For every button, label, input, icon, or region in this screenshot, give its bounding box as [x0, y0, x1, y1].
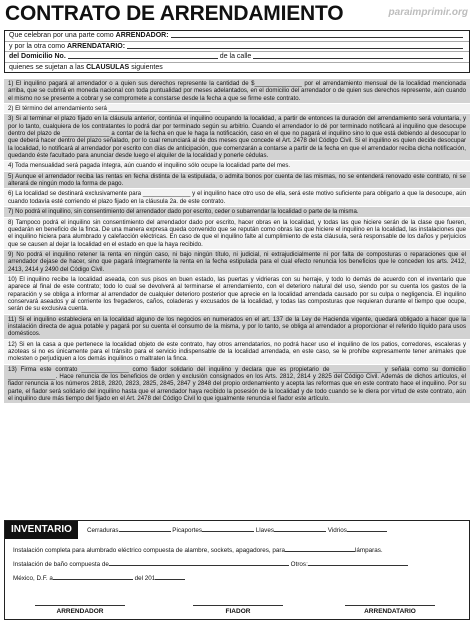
inventory-items-row	[87, 526, 387, 534]
clause-10: 10) El inquilino recibe la localidad aseada, con sus pisos en buen estado, las puertas y vidrieras con su herraje, y todo lo demás de acuerdo con el inventario que aparece al final de este contrato; todo lo cual se devolverá al terminarse el arrendamiento, con el deterioro natural del uso, siendo por su cuenta los gastos de la reparación y se obliga a informar al arrendador de cualquier deterioro posterior que aprecie en la localidad arrendada causado por su culpa o negligencia. El inquilino conservará aseados y al corriente los fregaderos, caños, coladeras y excusados de la localidad, y todas las composturas que requieran durante el tiempo que ocupe, serán de su exclusiva cuenta.	[4, 275, 470, 314]
clause-12: 12) Si en la casa a que pertenece la localidad objeto de este contrato, hay otros arrendatarios, no podrá hacer uso el inquilino de los patios, corredores, escaleras y azoteas si no es únicamente para el tránsito para el servicio indispensable de la localidad arrendada, en este caso, se le prohíbe expresamente tener animales que molesten o perjudiquen a los demás inquilinos o maltraten la finca.	[4, 340, 470, 364]
clause-5: 5) Aunque el arrendador reciba las rentas en fecha distinta de la estipulada, o admita bonos por cuenta de las mismas, no se entenderá renovado este contrato, ni se alterará de ningún modo la forma de pago.	[4, 172, 470, 189]
inventory-item: Cerraduras	[87, 527, 119, 534]
lamparas-label: lámparas.	[354, 547, 383, 554]
otros-field[interactable]	[308, 560, 408, 566]
clause-2: 2) El término del arrendamiento será ______________________________	[4, 104, 470, 113]
arrendador-field[interactable]	[171, 31, 463, 38]
arrendador-label: ARRENDADOR:	[115, 32, 169, 39]
clause-3: 3) Si al terminar el plazo fijado en la cláusula anterior, continúa el inquilino ocupando la localidad, a partir de entonces la duración del arrendamiento será voluntaria, y por lo tanto, cualquiera de los contratantes lo podrá dar por terminado según su arbitrio. Cuando el arrendador lo dé por terminado notificará al inquilino que desocupe dentro del plazo de ______________ a contar de la fecha en que le haga la notificación, caso en el que no pagará el inquilino sino lo que está debiendo al desocupar lo que deberá hacer dentro del plazo señalado, por lo cual renunciará al de dos meses que concede el Art. 2478 del Código Civil. Si el inquilino es quien decide desocupar la localidad, lo notificará al arrendador por escrito con días de anticipación, que comenzarán a contarse a partir de la fecha en que el arrendador reciba dicha notificación, quedando éste facultado para anunciar desde luego el alquiler de la localidad y ponerle cédulas.	[4, 114, 470, 160]
picaportes-field[interactable]	[202, 526, 254, 532]
vidrios-field[interactable]	[347, 526, 387, 532]
header-row-domicilio	[5, 52, 469, 63]
header-row-arrendatario	[5, 42, 469, 53]
clause-11: 11) Si el inquilino estableciera en la localidad alguno de los negocios en numerados en el art. 137 de la Ley de Hacienda vigente, quedará obligado a hacer que la instalación directa de agua potable y pagará por su cuenta el consumo de la misma, y por lo tanto, se obliga al arrendador a proporcionar el referido líquido para usos domésticos.	[4, 315, 470, 339]
clausulas-label: CLAUSULAS	[86, 63, 130, 71]
clause-6: 6) La localidad se destinará exclusivamente para ______________ y el inquilino hace otro uso de ella, será este motivo suficiente para obligarlo a que la desocupe, aún cuando todavía esté corriendo el plazo fijado en la cláusula 2a. de este contrato.	[4, 189, 470, 206]
domicilio-field[interactable]	[68, 52, 218, 59]
date-row	[13, 574, 185, 582]
inventory-item: Vidrios	[327, 527, 347, 534]
page-title: CONTRATO DE ARRENDAMIENTO	[5, 2, 344, 25]
signature-arrendador[interactable]: ARRENDADOR	[35, 605, 125, 615]
clause-13: 13) Firma este contrato ______________ como fiador solidario del inquilino y declara que es propietario de ______________ y señala como su domicilio ______________. Hace renuncia de los beneficios de orden y exclusión consignados en los Arts. 2812, 2814 y 2825 del Código Civil. Además de dichos artículos, el fiador renuncia a los números 2818, 2820, 2823, 2825, 2845, 2847 y 2848 del propio ordenamiento y acepta las reformas que en este contrato hace el inquilino. Por su parte, el fiador será solidario del inquilino hasta que el arrendador haya recibido la posesión de la localidad y de todo cuando se le diera por virtud de este contrato, aún el inquilino dure más tiempo del fijado en el Art. 2478 del Código Civil lo que igualmente renuncia el fiador este artículo.	[4, 365, 470, 404]
header-text: quienes se sujetan a las	[9, 63, 85, 71]
install-bath-text: Instalación de baño compuesta de	[13, 561, 109, 568]
signature-fiador[interactable]: FIADOR	[193, 605, 283, 615]
clauses-list	[4, 79, 470, 404]
install-bath-row	[13, 560, 408, 568]
header-text: y por la otra como	[9, 42, 66, 50]
header-row-arrendador	[5, 31, 469, 42]
header-text: Que celebran por una parte como	[9, 32, 114, 39]
llaves-field[interactable]	[274, 526, 326, 532]
arrendatario-label: ARRENDATARIO:	[66, 42, 126, 50]
clause-9: 9) No podrá el inquilino retener la renta en ningún caso, ni bajo ningún título, ni judicial, ni extrajudicialmente ni por falta de composturas o reparaciones que el arrendador dejase de hacer, sino que pagará íntegramente la renta en la fecha estipulada para el cual efecto renuncia los beneficios que le conceden los arts. 2412, 2413, 2414 y 2490 del Código Civil.	[4, 250, 470, 274]
cerraduras-field[interactable]	[119, 526, 171, 532]
clause-8: 8) Tampoco podrá el inquilino sin consentimiento del arrendador dado por escrito, hacer obras en la localidad, y todas las que hiciere serán de la clase que fueren, quedarán en beneficio de la finca. De una manera expresa queda convenido que se repután como obras las que hiciere el inquilino en la localidad, las instalaciones que el inquilino hiciera para alumbrado y calefacción eléctricas. En caso de que el inquilino falte al cumplimiento de esta cláusula, será responsable de los daños y perjuicios que se causen al dejar la localidad en el estado en que la haya recibido.	[4, 218, 470, 249]
clause-4: 4) Toda mensualidad será pagada íntegra, aún cuando el inquilino sólo ocupe la localidad parte del mes.	[4, 161, 470, 170]
install-electric-row	[13, 546, 383, 554]
header-text: siguientes	[131, 63, 163, 71]
domicilio-label: del Domicilio No.	[9, 53, 66, 60]
bath-field[interactable]	[109, 560, 289, 566]
calle-label: de la calle	[219, 53, 252, 60]
inventory-item: Llaves	[255, 527, 274, 534]
date-mid: del 201	[134, 575, 156, 582]
header-row-clausulas	[5, 63, 469, 73]
inventory-section	[4, 520, 470, 620]
contract-header	[4, 30, 470, 73]
date-day-field[interactable]	[53, 574, 133, 580]
date-prefix: México, D.F. a	[13, 575, 53, 582]
date-year-field[interactable]	[155, 574, 185, 580]
install-electric-text: Instalación completa para alumbrado eléctrico compuesta de alambre, sockets, apagadores, para	[13, 547, 285, 554]
clause-1: 1) El inquilino pagará al arrendador o a quien sus derechos represente la cantidad de $______________ por el arrendamiento mensual de la localidad mencionada arriba, que se cubrirá en moneda nacional con toda puntualidad por meses adelantados, en el domicilio del arrendador o de quien sus derechos represente, aún cuando el mismo no se presente a cobrar y se compromete a constarse desde la fecha a que se firme este contrato.	[4, 79, 470, 103]
otros-label: Otros:	[290, 561, 308, 568]
arrendatario-field[interactable]	[127, 42, 463, 49]
inventory-title: INVENTARIO	[5, 521, 78, 539]
clause-7: 7) No podrá el inquilino, sin consentimiento del arrendador dado por escrito, ceder o subarrendar la localidad o parte de la misma.	[4, 207, 470, 216]
lamparas-field[interactable]	[285, 546, 355, 552]
inventory-item: Picaportes	[172, 527, 203, 534]
watermark: paraimprimir.org	[388, 7, 468, 18]
calle-field[interactable]	[253, 52, 463, 59]
signature-arrendatario[interactable]: ARRENDATARIO	[345, 605, 435, 615]
